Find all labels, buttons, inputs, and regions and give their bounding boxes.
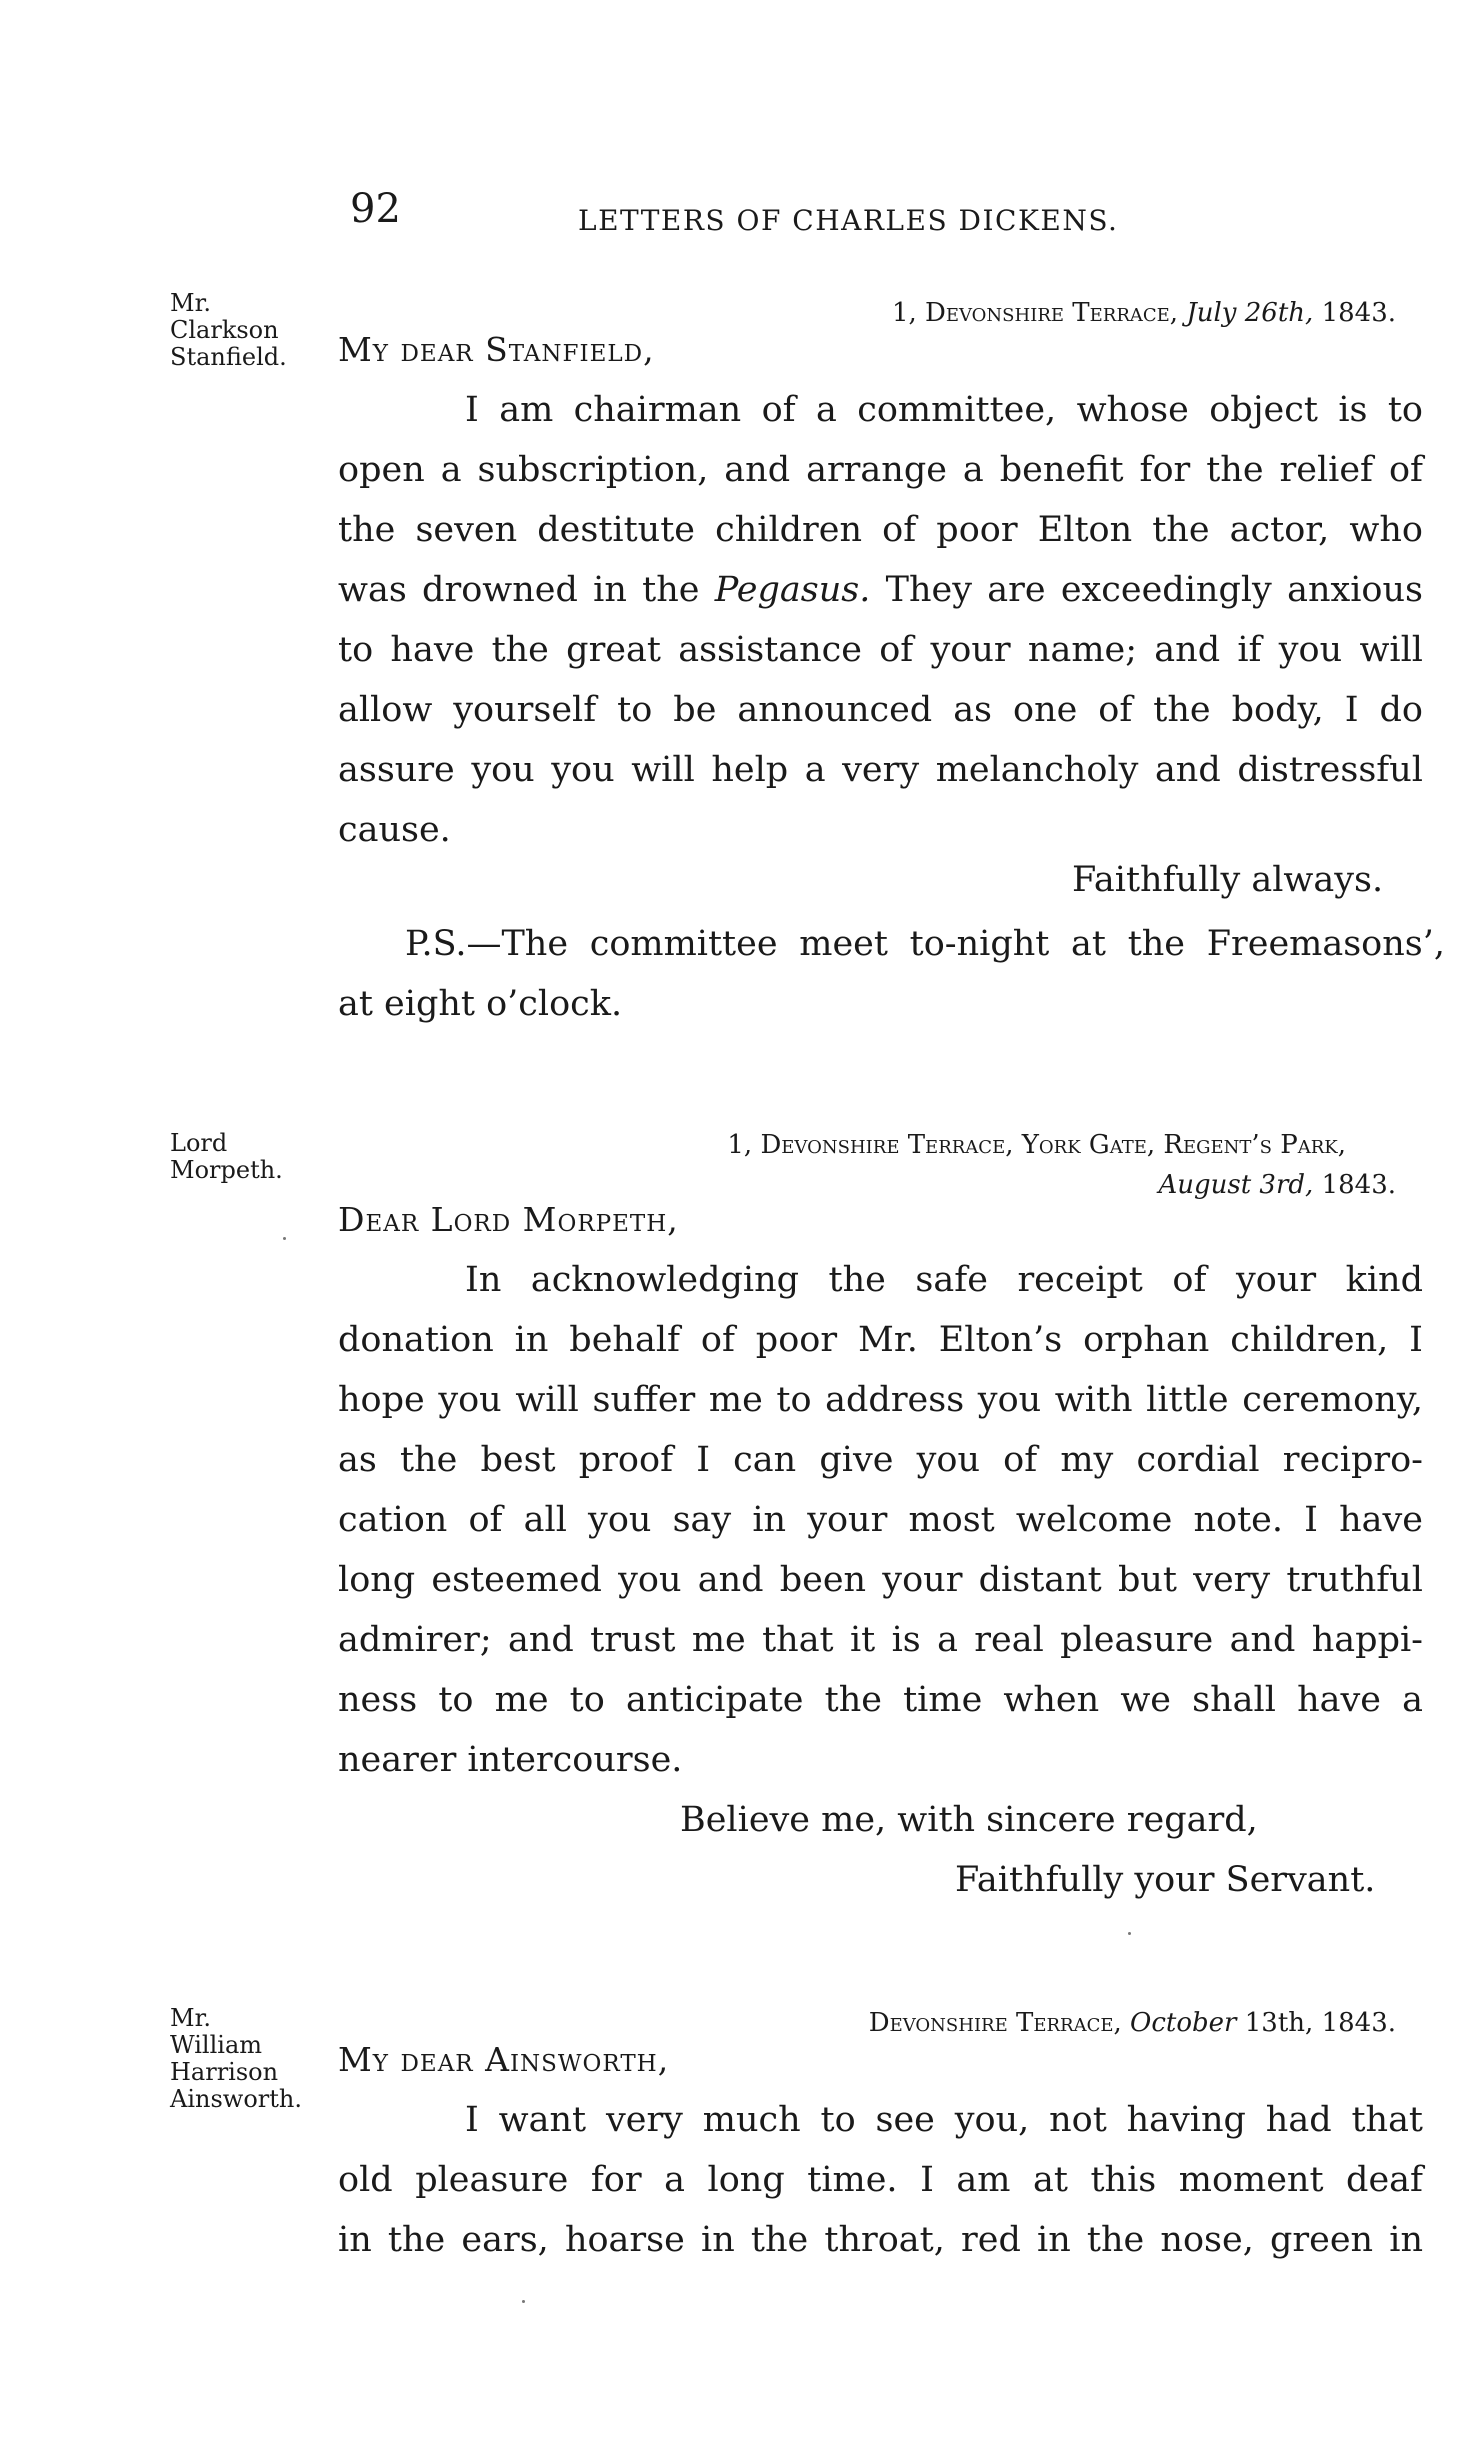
body-text: was drowned in the (338, 570, 715, 610)
address-date: August 3rd, (1158, 1170, 1314, 1200)
body-line: assure you you will help a very melancholy and distressful (338, 750, 1423, 790)
body-text: They are exceedingly anxious (870, 570, 1424, 610)
sidenote-line: Stanfield. (170, 343, 287, 371)
body-line: cation of all you say in your most welcome note. I have (338, 1500, 1423, 1540)
paper-speck (522, 2300, 525, 2303)
letter-date (1158, 1170, 1396, 1200)
postscript-line: P.S.—The committee meet to-night at the Freemasons’, (405, 924, 1445, 964)
salutation: Dear Lord Morpeth, (338, 1200, 679, 1239)
letter-address (869, 2008, 1396, 2038)
body-line: donation in behalf of poor Mr. Elton’s orphan children, I (338, 1320, 1423, 1360)
closing-line: Faithfully your Servant. (955, 1860, 1376, 1900)
page-number: 92 (350, 186, 401, 232)
address-date: July 26th, (1186, 298, 1314, 328)
sidenote-line: Harrison (170, 2058, 279, 2086)
address-place: 1, Devonshire Terrace, (891, 298, 1179, 328)
body-line: cause. (338, 810, 451, 850)
sidenote-line: Morpeth. (170, 1156, 283, 1184)
letter-address (727, 1130, 1346, 1160)
address-date: October (1130, 2008, 1237, 2038)
postscript-line: at eight o’clock. (338, 984, 623, 1024)
sidenote-ainsworth (170, 2005, 330, 2113)
address-date-day: 13th, (1244, 2008, 1314, 2038)
address-year: 1843. (1321, 1170, 1396, 1200)
sidenote-line: Ainsworth. (170, 2085, 302, 2113)
sidenote-line: William (170, 2031, 263, 2059)
ship-name: Pegasus. (714, 570, 871, 610)
sidenote-line: Mr. (170, 289, 212, 317)
address-year: 1843. (1321, 2008, 1396, 2038)
body-line: nearer intercourse. (338, 1740, 683, 1780)
sidenote-line: Lord (170, 1129, 228, 1157)
paper-speck (1128, 1932, 1131, 1935)
body-line: as the best proof I can give you of my cordial recipro- (338, 1440, 1423, 1480)
closing-line: Believe me, with sincere regard, (680, 1800, 1258, 1840)
address-year: 1843. (1321, 298, 1396, 328)
body-line: long esteemed you and been your distant but very truthful (338, 1560, 1423, 1600)
body-line: the seven destitute children of poor Elton the actor, who (338, 510, 1423, 550)
body-line: I am chairman of a committee, whose object is to (465, 390, 1423, 430)
address-place: 1, Devonshire Terrace, York Gate, Regent’s Park, (727, 1130, 1346, 1160)
running-title: LETTERS OF CHARLES DICKENS. (578, 204, 1119, 237)
address-place: Devonshire Terrace, (868, 2008, 1122, 2038)
sidenote-line: Clarkson (170, 316, 279, 344)
body-line: hope you will suffer me to address you with little ceremony, (338, 1380, 1423, 1420)
salutation: My dear Ainsworth, (338, 2040, 670, 2079)
body-line: I want very much to see you, not having had that (465, 2100, 1423, 2140)
body-line: admirer; and trust me that it is a real pleasure and happi- (338, 1620, 1423, 1660)
body-line (338, 570, 1423, 610)
body-line: In acknowledging the safe receipt of your kind (465, 1260, 1423, 1300)
sidenote-stanfield (170, 290, 330, 371)
body-line: in the ears, hoarse in the throat, red in the nose, green in (338, 2220, 1423, 2260)
paper-speck (283, 1237, 286, 1240)
body-line: allow yourself to be announced as one of the body, I do (338, 690, 1423, 730)
body-line: open a subscription, and arrange a benefit for the relief of (338, 450, 1423, 490)
letter-address (892, 298, 1396, 328)
body-line: old pleasure for a long time. I am at this moment deaf (338, 2160, 1423, 2200)
body-line: ness to me to anticipate the time when we shall have a (338, 1680, 1423, 1720)
body-line: to have the great assistance of your name; and if you will (338, 630, 1423, 670)
closing: Faithfully always. (1072, 860, 1384, 900)
sidenote-morpeth (170, 1130, 330, 1184)
salutation: My dear Stanfield, (338, 330, 655, 369)
sidenote-line: Mr. (170, 2004, 212, 2032)
